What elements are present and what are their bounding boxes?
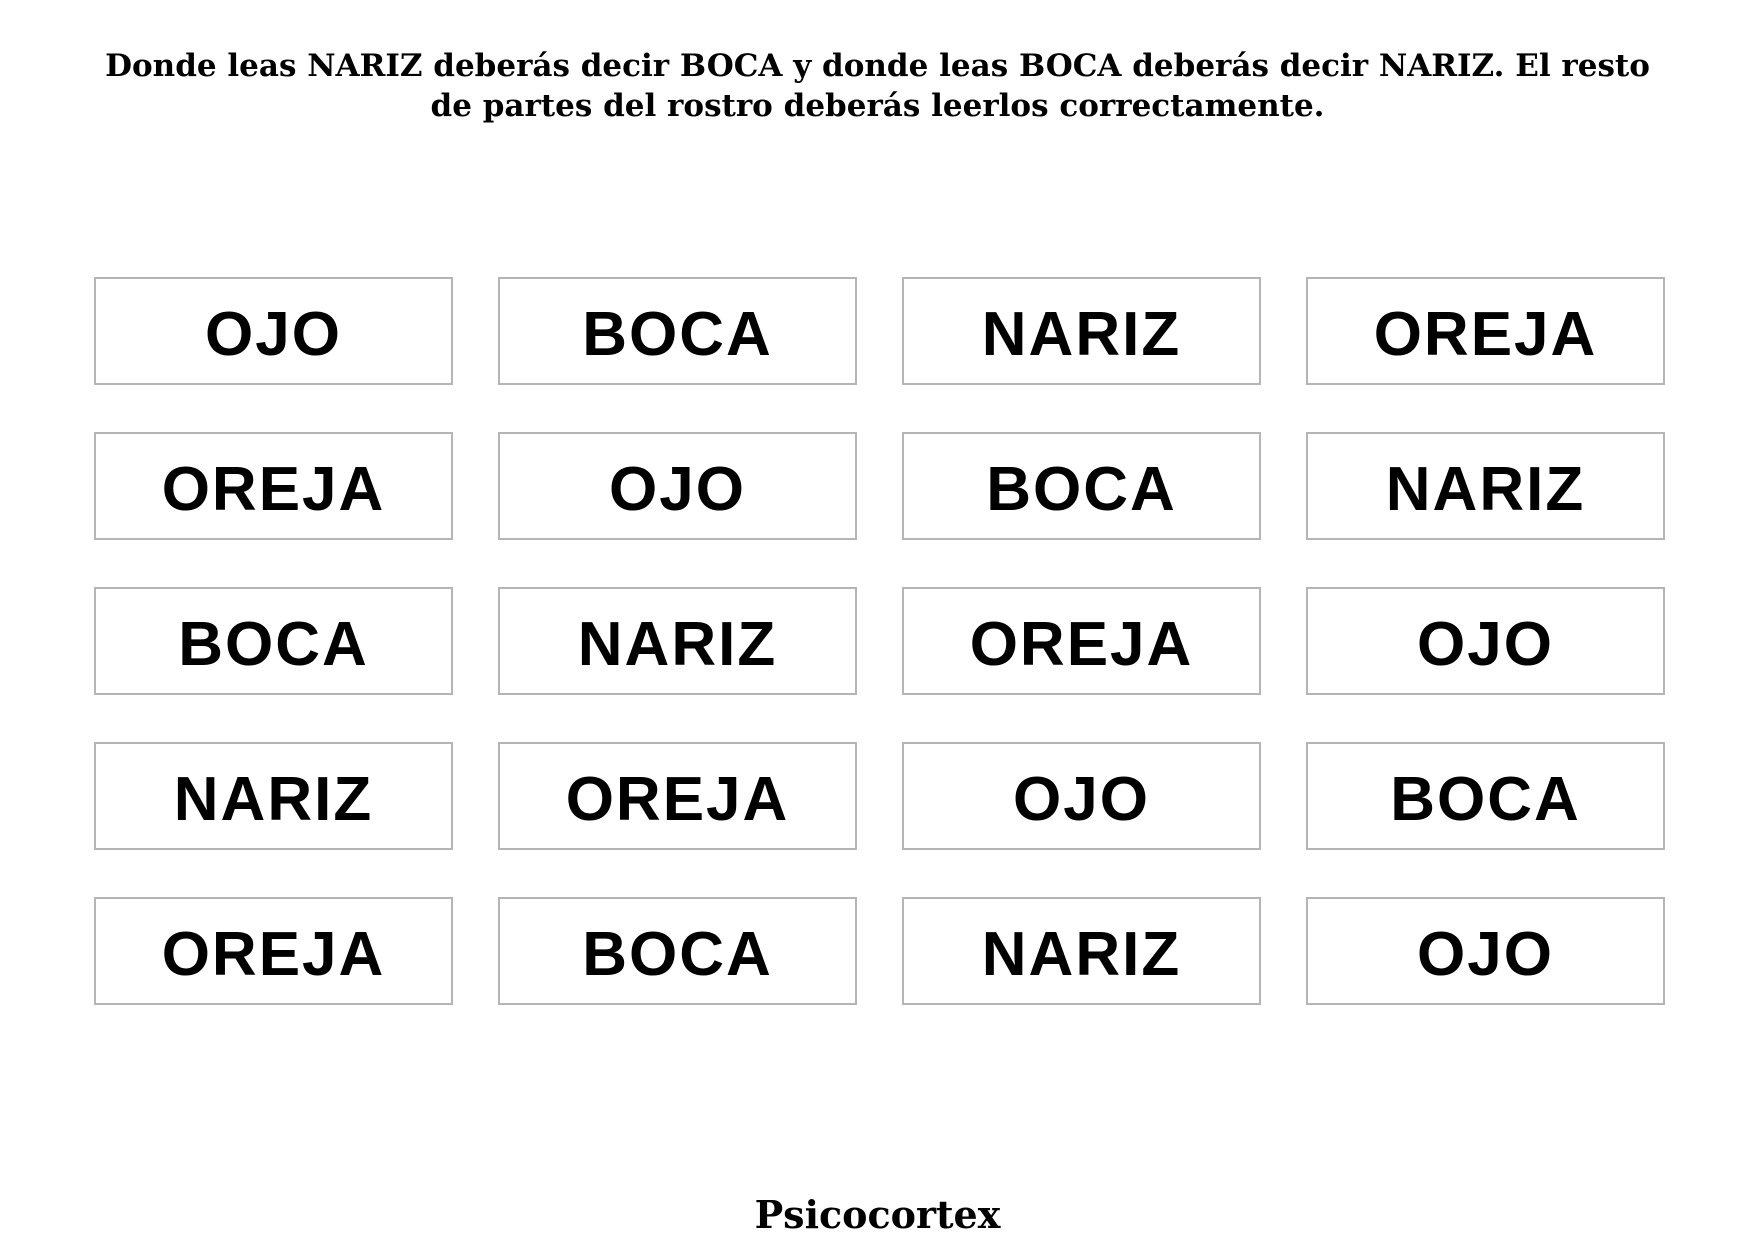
word-label: BOCA — [582, 920, 773, 989]
word-label: BOCA — [986, 455, 1177, 524]
word-label: BOCA — [1390, 765, 1581, 834]
word-label: BOCA — [582, 300, 773, 369]
word-card — [902, 277, 1261, 385]
word-card — [498, 587, 857, 695]
word-card — [94, 277, 453, 385]
word-label: NARIZ — [981, 300, 1182, 369]
word-card — [1306, 277, 1665, 385]
word-label: NARIZ — [577, 610, 778, 679]
word-card — [94, 897, 453, 1005]
word-label: OJO — [1417, 610, 1554, 679]
word-card — [498, 742, 857, 850]
word-card — [1306, 742, 1665, 850]
word-card — [902, 742, 1261, 850]
word-card — [1306, 432, 1665, 540]
word-label: OREJA — [1373, 300, 1598, 369]
instructions-text: Donde leas NARIZ deberás decir BOCA y donde leas BOCA deberás decir NARIZ. El resto de partes del rostro deberás leerlos correctamente. — [105, 48, 1650, 124]
word-grid — [94, 277, 1665, 1005]
word-card — [498, 277, 857, 385]
word-card — [498, 897, 857, 1005]
word-card — [94, 432, 453, 540]
word-label: OJO — [1013, 765, 1150, 834]
word-card — [1306, 897, 1665, 1005]
word-card — [94, 742, 453, 850]
word-label: OJO — [1417, 920, 1554, 989]
footer-brand: Psicocortex — [754, 1192, 1001, 1237]
word-label: OREJA — [161, 455, 386, 524]
word-label: OREJA — [161, 920, 386, 989]
word-label: NARIZ — [173, 765, 374, 834]
word-card — [498, 432, 857, 540]
word-label: OREJA — [565, 765, 790, 834]
word-card — [1306, 587, 1665, 695]
word-card — [902, 897, 1261, 1005]
word-label: NARIZ — [981, 920, 1182, 989]
word-label: BOCA — [178, 610, 369, 679]
word-label: OREJA — [969, 610, 1194, 679]
word-label: OJO — [205, 300, 342, 369]
word-card — [902, 432, 1261, 540]
word-label: OJO — [609, 455, 746, 524]
word-card — [94, 587, 453, 695]
word-card — [902, 587, 1261, 695]
word-label: NARIZ — [1385, 455, 1586, 524]
